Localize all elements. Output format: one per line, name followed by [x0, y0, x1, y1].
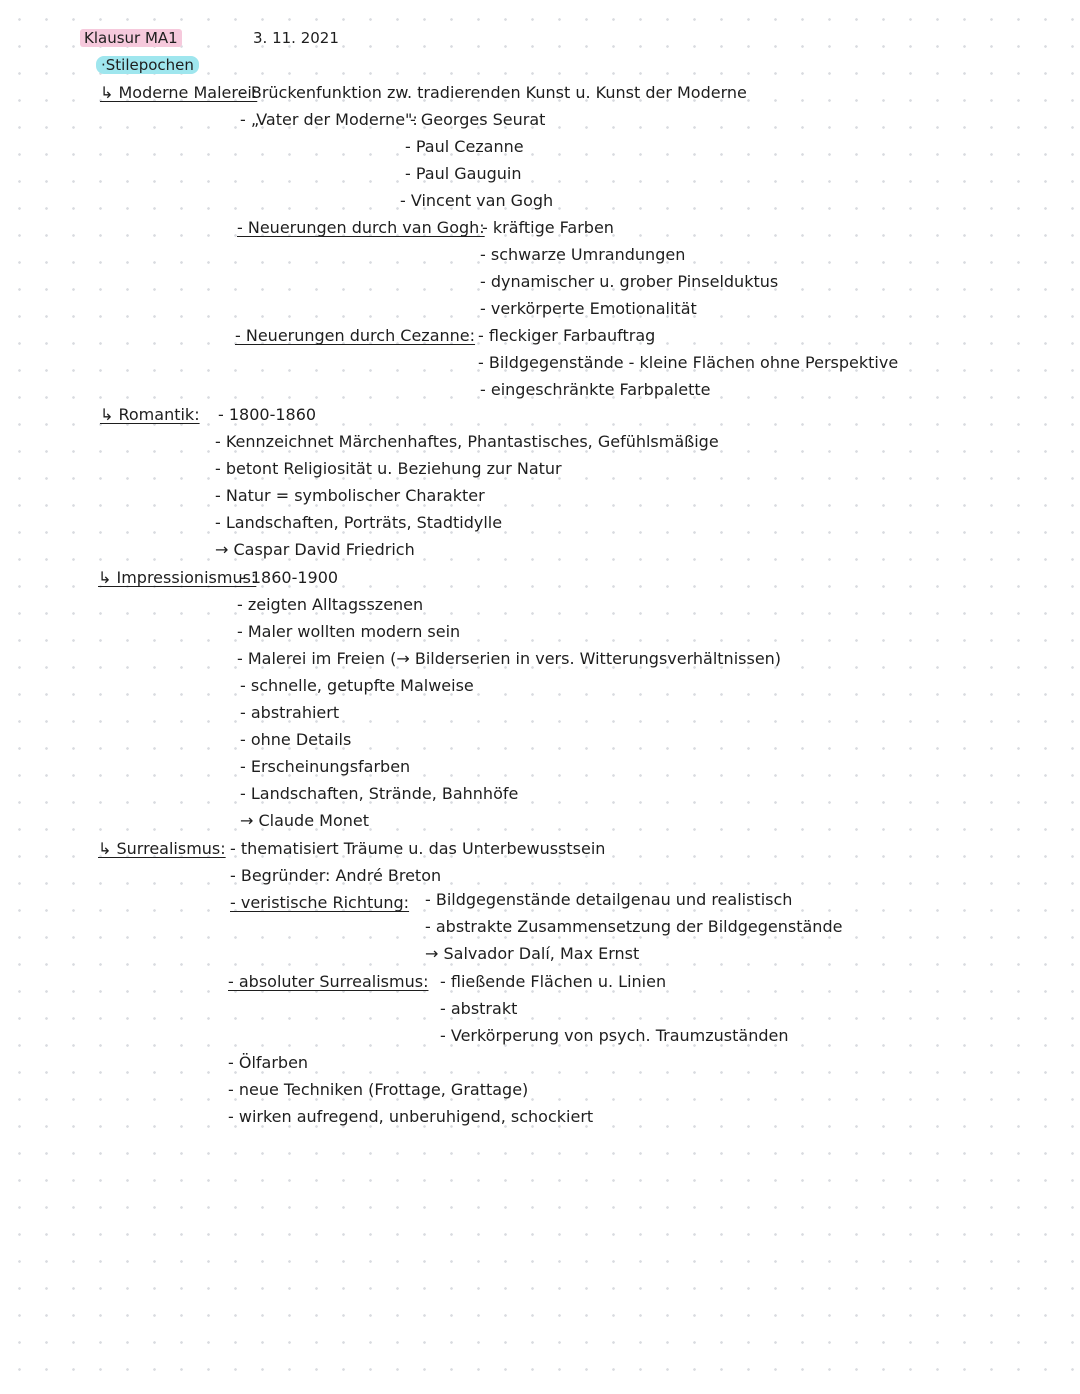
section-label-impressionismus: ↳ Impressionismus:	[98, 568, 257, 587]
note-line: - „Vater der Moderne":	[240, 110, 418, 129]
note-line: - Paul Gauguin	[405, 164, 522, 183]
note-line: - Paul Cezanne	[405, 137, 524, 156]
note-line: - schwarze Umrandungen	[480, 245, 686, 264]
note-line: - Maler wollten modern sein	[237, 622, 461, 641]
note-line: - Georges Seurat	[410, 110, 546, 129]
note-line: - abstrakt	[440, 999, 518, 1018]
note-line: - zeigten Alltagsszenen	[237, 595, 424, 614]
note-line: - wirken aufregend, unberuhigend, schockiert	[228, 1107, 594, 1126]
note-line: - abstrakte Zusammensetzung der Bildgegenstände	[425, 917, 843, 936]
note-line: - fließende Flächen u. Linien	[440, 972, 667, 991]
note-line: - Ölfarben	[228, 1053, 309, 1072]
note-line: - Begründer: André Breton	[230, 866, 442, 885]
note-line: - kräftige Farben	[482, 218, 614, 237]
section-label-moderne: ↳ Moderne Malerei:	[100, 83, 258, 102]
note-line: - Bildgegenstände - kleine Flächen ohne Perspektive	[478, 353, 899, 372]
note-line: - Malerei im Freien (→ Bilderserien in vers. Witterungsverhältnissen)	[237, 649, 782, 668]
subsection-label: - veristische Richtung:	[230, 893, 410, 912]
doc-title: Klausur MA1	[80, 28, 182, 48]
note-line: - dynamischer u. grober Pinselduktus	[480, 272, 779, 291]
note-line: - Brückenfunktion zw. tradierenden Kunst u. Kunst der Moderne	[240, 83, 747, 102]
section-label-surrealismus: ↳ Surrealismus:	[98, 839, 226, 858]
note-line: - schnelle, getupfte Malweise	[240, 676, 474, 695]
subsection-label: - Neuerungen durch Cezanne:	[235, 326, 476, 345]
note-line: - 1800-1860	[218, 405, 317, 424]
section-label-romantik: ↳ Romantik:	[100, 405, 200, 424]
note-line: - Landschaften, Porträts, Stadtidylle	[215, 513, 503, 532]
subsection-label: - Neuerungen durch van Gogh:	[237, 218, 485, 237]
note-line: - Natur = symbolischer Charakter	[215, 486, 485, 505]
subsection-label: - absoluter Surrealismus:	[228, 972, 429, 991]
doc-date: 3. 11. 2021	[253, 29, 339, 47]
note-line: - abstrahiert	[240, 703, 340, 722]
note-line: - ohne Details	[240, 730, 352, 749]
note-line: → Claude Monet	[240, 811, 369, 830]
note-line: - Landschaften, Strände, Bahnhöfe	[240, 784, 519, 803]
note-line: - Kennzeichnet Märchenhaftes, Phantastisches, Gefühlsmäßige	[215, 432, 719, 451]
note-line: - neue Techniken (Frottage, Grattage)	[228, 1080, 529, 1099]
note-line: - thematisiert Träume u. das Unterbewusstsein	[230, 839, 606, 858]
note-line: - verkörperte Emotionalität	[480, 299, 697, 318]
topic-heading: ·Stilepochen	[96, 55, 199, 75]
note-line: - betont Religiosität u. Beziehung zur Natur	[215, 459, 562, 478]
note-line: → Caspar David Friedrich	[215, 540, 415, 559]
note-line: - eingeschränkte Farbpalette	[480, 380, 711, 399]
note-line: - Verkörperung von psych. Traumzuständen	[440, 1026, 789, 1045]
note-line: - Bildgegenstände detailgenau und realistisch	[425, 890, 793, 909]
note-line: - Erscheinungsfarben	[240, 757, 411, 776]
note-line: - fleckiger Farbauftrag	[478, 326, 656, 345]
note-line: → Salvador Dalí, Max Ernst	[425, 944, 640, 963]
note-line: - 1860-1900	[240, 568, 339, 587]
note-line: - Vincent van Gogh	[400, 191, 554, 210]
